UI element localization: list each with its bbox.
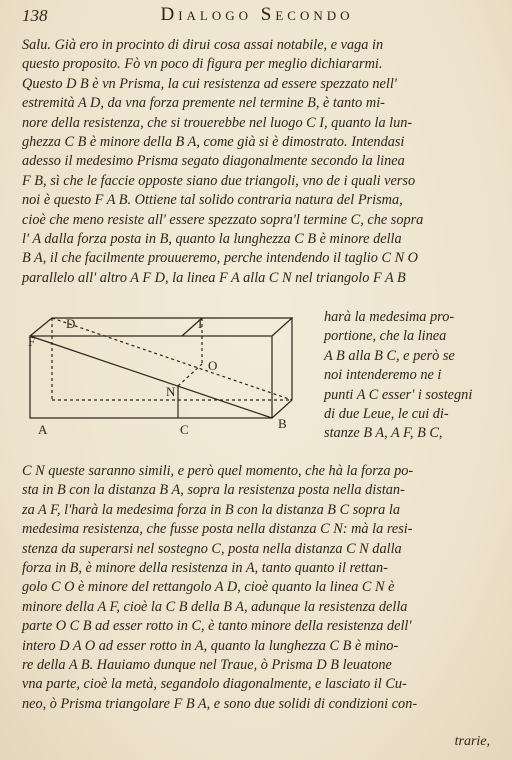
text-line: neo, ò Prisma triangolare F B A, e sono due solidi di condizioni con- bbox=[22, 695, 418, 712]
text-line: re della A B. Hauiamo dunque nel Traue, ò Prisma D B leuatone bbox=[22, 657, 392, 674]
text-line: medesima resistenza, che fusse posta nella distanza C N: mà la resi- bbox=[22, 521, 413, 538]
text-line: golo C O è minore del rettangolo A D, cioè quanto la linea C N è bbox=[22, 579, 395, 596]
page-header bbox=[22, 4, 492, 28]
text-line: parallelo all' altro A F D, la linea F A alla C N nel triangolo F A B bbox=[22, 269, 406, 286]
right-column-text bbox=[324, 308, 490, 444]
text-line: A B alla B C, e però se bbox=[324, 347, 455, 364]
text-line: stenza da superarsi nel sostegno C, posta nella distanza C N dalla bbox=[22, 540, 402, 557]
text-line: za A F, l'harà la medesima forza in B con la distanza B C sopra la bbox=[22, 501, 400, 518]
text-line: minore della A F, cioè la C B della B A, adunque la resistenza della bbox=[22, 598, 408, 615]
page-number: 138 bbox=[22, 6, 48, 25]
text-line: parte O C B ad esser rotto in C, è tanto minore della resistenza dell' bbox=[22, 618, 412, 635]
text-line: Questo D B è vn Prisma, la cui resistenza ad essere spezzato nell' bbox=[22, 75, 397, 92]
main-text-block bbox=[22, 36, 490, 288]
text-line: stanze B A, A F, B C, bbox=[324, 425, 443, 442]
diagonal-fb bbox=[30, 336, 272, 418]
prism-figure bbox=[30, 314, 320, 436]
running-title: Dialogo Secondo bbox=[160, 4, 354, 25]
text-line: adesso il medesimo Prisma segato diagonalmente secondo la linea bbox=[22, 153, 405, 170]
text-line: questo proposito. Fò vn poco di figura per meglio dichiararmi. bbox=[22, 56, 383, 73]
section-no bbox=[178, 364, 202, 386]
lower-text-block bbox=[22, 462, 490, 714]
text-line: l' A dalla forza posta in B, quanto la lunghezza C B è minore della bbox=[22, 231, 402, 248]
label-n: N bbox=[166, 384, 176, 399]
text-line: sta in B con la distanza B A, sopra la resistenza posta nella distan- bbox=[22, 482, 405, 499]
text-line: ghezza C B è minore della B A, come già si è dimostrato. Intendasi bbox=[22, 134, 405, 151]
text-line: harà la medesima pro- bbox=[324, 309, 455, 325]
text-line: cioè che meno resiste all' essere spezzato sopra'l termine C, che sopra bbox=[22, 211, 424, 228]
text-line: Salu. Già ero in procinto di dirui cosa assai notabile, e vaga in bbox=[22, 37, 384, 53]
text-line: portione, che la linea bbox=[324, 328, 447, 345]
text-line: nore della resistenza, che si trouerebbe nel luogo C I, quanto la lun- bbox=[22, 114, 413, 131]
text-line: noi è questo F A B. Ottiene tal solido contraria natura del Prisma, bbox=[22, 192, 403, 209]
text-line: di due Leue, le cui di- bbox=[324, 406, 449, 423]
label-d: D bbox=[66, 316, 76, 331]
text-line: vna parte, cioè la metà, segandolo diagonalmente, e lasciato il Cu- bbox=[22, 676, 407, 693]
text-line: C N queste saranno simili, e però quel momento, che hà la forza po- bbox=[22, 463, 414, 479]
text-line: F B, sì che le faccie opposte siano due triangoli, vno de i quali verso bbox=[22, 172, 416, 189]
label-a: A bbox=[38, 422, 48, 437]
label-i: I bbox=[198, 316, 203, 331]
text-line: intero D A O ad esser rotto in A, quanto la lunghezza C B è mino- bbox=[22, 637, 399, 654]
label-o: O bbox=[208, 358, 218, 373]
text-line: forza in B, è minore della resistenza in A, tanto quanto il rettan- bbox=[22, 560, 388, 577]
text-line: noi intenderemo ne i bbox=[324, 367, 442, 384]
catchword: trarie, bbox=[454, 734, 490, 749]
label-f: F bbox=[28, 334, 36, 349]
text-line: estremità A D, da vna forza premente nel termine B, è tanto mi- bbox=[22, 95, 385, 112]
text-line: punti A C esser' i sostegni bbox=[324, 386, 473, 403]
text-line: B A, il che facilmente prouueremo, perche intendendo il taglio C N O bbox=[22, 250, 418, 267]
label-c: C bbox=[180, 422, 189, 437]
label-b: B bbox=[278, 416, 287, 431]
